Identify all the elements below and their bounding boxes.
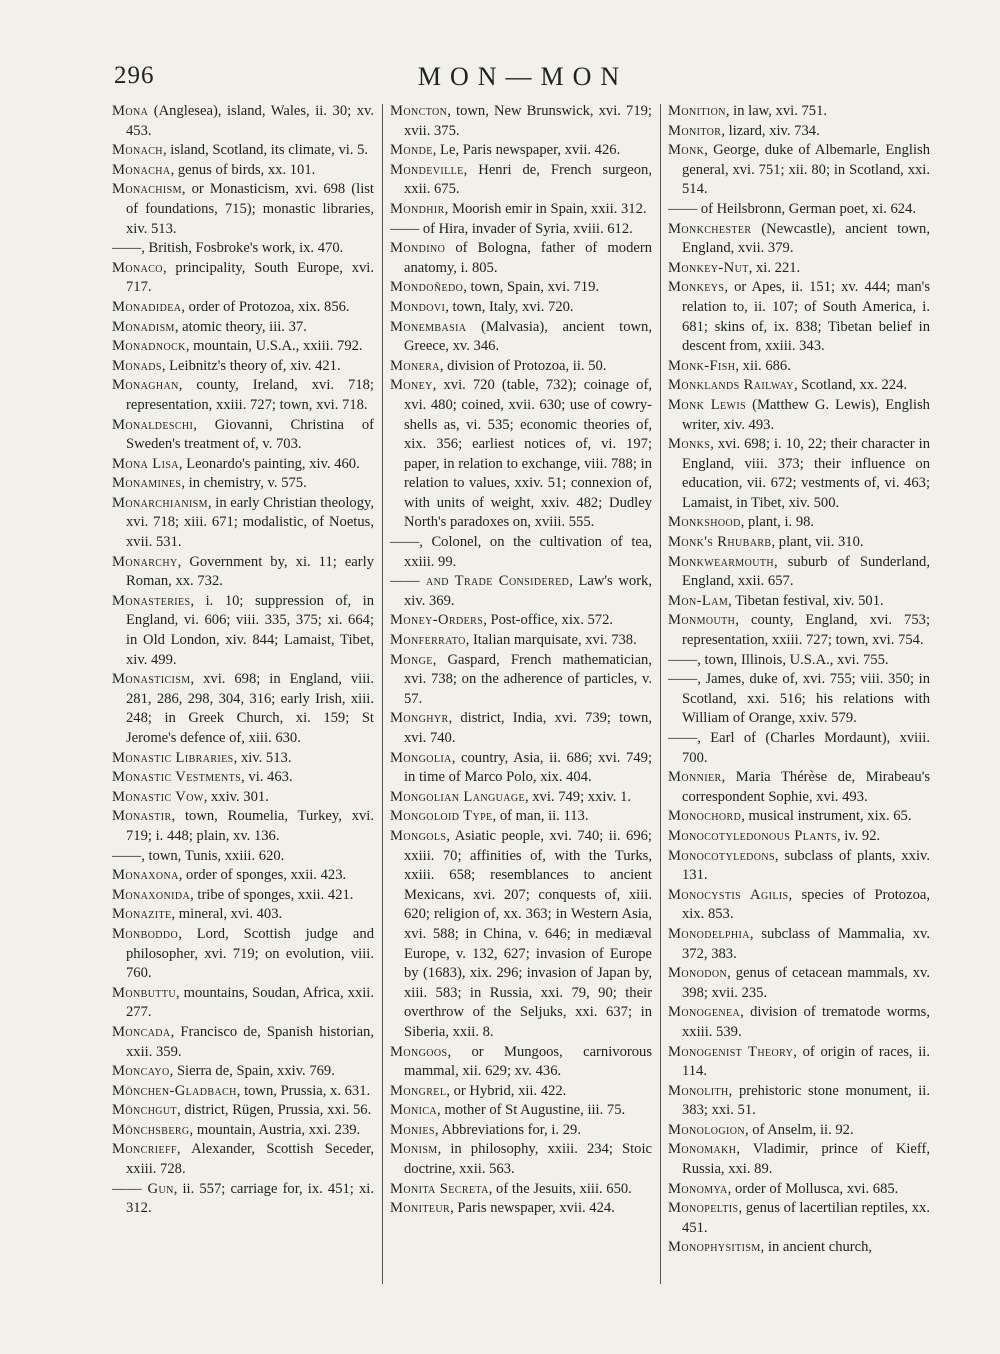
- index-entry: [668, 533, 930, 553]
- index-entry: [668, 141, 930, 200]
- entry-references: , Maria Thérèse de, Mirabeau's correspondent Sophie, xvi. 493.: [682, 769, 930, 805]
- entry-references: , i. 10; suppression of, in England, vi. 606; viii. 335, 375; xi. 664; in Old London, xiv. 844; Lamaist, Tibet, xiv. 499.: [126, 592, 374, 668]
- entry-references: , Leonardo's painting, xiv. 460.: [178, 455, 360, 472]
- entry-references: , or Hybrid, xii. 422.: [446, 1082, 567, 1099]
- index-entry: [390, 1140, 652, 1179]
- entry-references: , ii. 557; carriage for, ix. 451; xi. 312.: [126, 1180, 374, 1217]
- entry-references: , order of sponges, xxii. 423.: [178, 867, 347, 884]
- entry-references: —— of Heilsbronn, German poet, xi. 624.: [668, 200, 917, 217]
- entry-references: , of the Jesuits, xiii. 650.: [488, 1180, 632, 1197]
- entry-references: , order of Mollusca, xvi. 685.: [727, 1180, 899, 1197]
- entry-references: of Bologna, father of modern anatomy, i. 805.: [404, 240, 652, 276]
- entry-headword: Monarchianism: [112, 494, 208, 511]
- entry-references: , xvi. 720 (table, 732); coinage of, xvi. 480; coined, xvii. 630; use of cowry-shells as, vi. 535; economic theories of, xix. 356; earliest notices of, vi. 197; paper, in relation to exchange, viii. 788; in relation to values, xxiv. 51; connexion of, with units of weight, xxiv. 482; Dudley North's paradoxes on, xviii. 555.: [404, 377, 652, 531]
- column-divider: [660, 104, 661, 1284]
- entry-references: , plant, i. 98.: [740, 514, 815, 531]
- index-entry: [668, 1043, 930, 1082]
- entry-references: (Anglesea), island, Wales, ii. 30; xv. 453.: [126, 103, 374, 139]
- entry-headword: Mongoos: [390, 1043, 448, 1060]
- entry-headword: Monge: [390, 651, 433, 668]
- entry-headword: Monodon: [668, 965, 728, 982]
- entry-headword: Monarchy: [112, 553, 178, 570]
- entry-headword: Monkey-Nut: [668, 259, 749, 276]
- entry-headword: Mondeville: [390, 161, 464, 178]
- entry-references: , in law, xvi. 751.: [725, 103, 828, 119]
- entry-references: , musical instrument, xix. 65.: [741, 808, 912, 825]
- entry-references: (Malvasia), ancient town, Greece, xv. 346.: [404, 318, 652, 355]
- index-entry: [112, 494, 374, 553]
- entry-headword: Moncton: [390, 103, 448, 119]
- entry-headword: Money-Orders: [390, 612, 484, 629]
- entry-headword: Monachism: [112, 181, 182, 198]
- entry-references: , of man, ii. 113.: [492, 808, 589, 825]
- index-entry: [668, 1238, 930, 1258]
- entry-headword: Mondino: [390, 240, 446, 257]
- index-entry: [390, 102, 652, 141]
- index-entry: [668, 278, 930, 356]
- index-entry: [112, 1121, 374, 1141]
- index-entry: [112, 1082, 374, 1102]
- index-entry: [668, 964, 930, 1003]
- entry-references: , in philosophy, xxiii. 234; Stoic doctrine, xxii. 563.: [404, 1141, 652, 1178]
- entry-headword: Monghyr: [390, 710, 449, 727]
- entry-references: , country, Asia, ii. 686; xvi. 749; in time of Marco Polo, xix. 404.: [404, 749, 652, 786]
- index-entry: [668, 592, 930, 612]
- entry-headword: Mönchen-Gladbach: [112, 1082, 237, 1099]
- index-column-3: [668, 102, 930, 1292]
- index-entry: [112, 474, 374, 494]
- index-entry: [390, 631, 652, 651]
- entry-headword: Monera: [390, 357, 440, 374]
- running-head: MON—MON: [417, 62, 629, 91]
- entry-references: , town, Prussia, x. 631.: [236, 1082, 371, 1099]
- index-entry: [668, 435, 930, 513]
- entry-headword: Monies: [390, 1121, 435, 1138]
- column-divider: [382, 104, 383, 1284]
- index-entry: [668, 1180, 930, 1200]
- entry-references: , Alexander, Scottish Seceder, xxiii. 728.: [126, 1141, 374, 1178]
- index-entry: [390, 788, 652, 808]
- entry-references: , genus of lacertilian reptiles, xx. 451.: [682, 1200, 930, 1236]
- entry-headword: Monazite: [112, 906, 172, 923]
- entry-headword: Monogenist Theory: [668, 1043, 794, 1060]
- index-entry: [112, 318, 374, 338]
- entry-headword: Monk Lewis: [668, 396, 747, 413]
- entry-references: , genus of birds, xx. 101.: [170, 161, 316, 178]
- index-entry: [668, 670, 930, 729]
- entry-headword: Monaldeschi: [112, 416, 194, 433]
- entry-references: , Le, Paris newspaper, xvii. 426.: [432, 142, 621, 159]
- index-entry: [112, 357, 374, 377]
- entry-headword: Monk-Fish: [668, 357, 736, 374]
- entry-headword: Monasteries: [112, 592, 191, 609]
- entry-references: ——, British, Fosbroke's work, ix. 470.: [112, 240, 344, 257]
- index-entry: [668, 122, 930, 142]
- index-entry: [112, 298, 374, 318]
- index-entry: [390, 220, 652, 240]
- entry-headword: Monophysitism: [668, 1239, 761, 1256]
- entry-headword: Mondoñedo: [390, 279, 464, 296]
- index-entry: [668, 259, 930, 279]
- entry-headword: Monochord: [668, 808, 742, 825]
- entry-headword: Monkwearmouth: [668, 553, 774, 570]
- index-entry: [112, 925, 374, 984]
- entry-headword: Monocystis Agilis: [668, 886, 789, 903]
- entry-references: , town, Spain, xvi. 719.: [463, 279, 600, 296]
- index-entry: [390, 1082, 652, 1102]
- entry-references: , mountain, U.S.A., xxiii. 792.: [185, 338, 363, 355]
- index-entry: [390, 827, 652, 1043]
- entry-headword: Monaghan: [112, 377, 179, 394]
- entry-headword: Monita Secreta: [390, 1180, 489, 1197]
- index-entry: [668, 611, 930, 650]
- index-entry: [112, 102, 374, 141]
- entry-headword: Mona: [112, 103, 149, 119]
- index-entry: [390, 278, 652, 298]
- index-entry: [668, 925, 930, 964]
- entry-references: , in early Christian theology, xvi. 718; xiii. 671; modalistic, of Noetus, xvii. 531.: [126, 494, 374, 551]
- entry-headword: Monologion: [668, 1121, 745, 1138]
- entry-references: , George, duke of Albemarle, English general, xvi. 751; xii. 80; in Scotland, xxi. 514.: [682, 142, 930, 198]
- index-entry: [390, 298, 652, 318]
- entry-references: , Italian marquisate, xvi. 738.: [465, 632, 637, 649]
- index-entry: [668, 220, 930, 259]
- entry-references: , Asiatic people, xvi. 740; ii. 696; xxiii. 70; affinities of, with the Turks, xxiii. 658; resemblances to ancient Mexicans, xvi. 207; conquests of, xiii. 620; religion of, xx. 363; in Western Asia, xvi. 588; in China, v. 646; in mediæval Europe, v. 132, 627; invasion of Europe by (1683), xix. 296; invasion of Japan by, xiii. 583; in Russia, xxi. 79, 90; their overthrow of the Seljuks, xxi. 637; in Siberia, xxii. 8.: [404, 827, 652, 1040]
- index-entry: [668, 768, 930, 807]
- index-entry: [668, 807, 930, 827]
- entry-headword: Monacha: [112, 161, 171, 178]
- index-entry: [112, 161, 374, 181]
- entry-references: , mother of St Augustine, iii. 75.: [437, 1102, 626, 1119]
- index-entry: [112, 768, 374, 788]
- index-entry: [112, 749, 374, 769]
- index-entry: [112, 1023, 374, 1062]
- entry-references: , order of Protozoa, xix. 856.: [181, 298, 350, 315]
- entry-headword: Monolith: [668, 1082, 729, 1099]
- entry-headword: Mona Lisa: [112, 455, 179, 472]
- entry-headword: Mongoloid Type: [390, 808, 493, 825]
- entry-references: , atomic theory, iii. 37.: [174, 318, 307, 335]
- index-entry: [112, 788, 374, 808]
- entry-references: , mineral, xvi. 403.: [171, 906, 283, 923]
- index-entry: [668, 376, 930, 396]
- entry-references: , species of Protozoa, xix. 853.: [682, 886, 930, 923]
- entry-headword: Mondovi: [390, 298, 446, 315]
- index-column-1: [112, 102, 374, 1292]
- entry-references: , mountain, Austria, xxi. 239.: [189, 1121, 361, 1138]
- entry-headword: Monboddo: [112, 925, 179, 942]
- entry-headword: Mongrel: [390, 1082, 447, 1099]
- index-entry: [668, 396, 930, 435]
- entry-references: , town, Roumelia, Turkey, xvi. 719; i. 448; plain, xv. 136.: [126, 808, 374, 844]
- index-entry: [112, 1101, 374, 1121]
- entry-headword: Monach: [112, 142, 163, 159]
- index-entry: [390, 1043, 652, 1082]
- entry-headword: Monkshood: [668, 514, 741, 531]
- index-entry: [390, 141, 652, 161]
- entry-headword: Monomya: [668, 1180, 728, 1197]
- entry-headword: Monde: [390, 142, 433, 159]
- entry-references: , county, England, xvi. 753; representation, xxiii. 727; town, xvi. 754.: [682, 612, 930, 649]
- entry-headword: Monition: [668, 103, 726, 119]
- entry-headword: Monadism: [112, 318, 175, 335]
- index-entry: [112, 886, 374, 906]
- index-entry: [112, 807, 374, 846]
- entry-references: , subclass of plants, xxiv. 131.: [682, 847, 930, 884]
- index-entry: [390, 611, 652, 631]
- entry-references: , iv. 92.: [836, 827, 881, 844]
- index-entry: [390, 1121, 652, 1141]
- entry-headword: Mon-Lam: [668, 592, 729, 609]
- entry-headword: Monomakh: [668, 1141, 737, 1158]
- entry-references: , Leibnitz's theory of, xiv. 421.: [161, 357, 341, 374]
- entry-references: , mountains, Soudan, Africa, xxii. 277.: [126, 984, 374, 1021]
- entry-headword: Monastic Libraries: [112, 749, 234, 766]
- entry-references: , xxiv. 301.: [203, 788, 269, 805]
- index-entry: [668, 200, 930, 220]
- entry-references: , Vladimir, prince of Kieff, Russia, xxi. 89.: [682, 1141, 930, 1178]
- index-entry: [390, 357, 652, 377]
- entry-headword: Monnier: [668, 769, 722, 786]
- entry-headword: Monmouth: [668, 612, 736, 629]
- entry-headword: Monodelphia: [668, 925, 750, 942]
- entry-headword: Monklands Railway: [668, 377, 794, 394]
- entry-headword: Money: [390, 377, 433, 394]
- entry-headword: Monkeys: [668, 279, 725, 296]
- entry-references: , island, Scotland, its climate, vi. 5.: [162, 142, 369, 159]
- entry-references: , in chemistry, v. 575.: [181, 475, 307, 492]
- entry-references: , Paris newspaper, xvii. 424.: [450, 1200, 615, 1217]
- index-entry: [668, 1082, 930, 1121]
- entry-references: , Scotland, xx. 224.: [793, 377, 908, 394]
- index-entry: [668, 847, 930, 886]
- index-entry: [668, 513, 930, 533]
- entry-headword: Monocotyledons: [668, 847, 775, 864]
- entry-headword: Monads: [112, 357, 162, 374]
- entry-references: , prehistoric stone monument, ii. 383; xxi. 51.: [682, 1082, 930, 1119]
- entry-references: , district, India, xvi. 739; town, xvi. 740.: [404, 710, 652, 746]
- entry-references: ——, town, Tunis, xxiii. 620.: [112, 847, 285, 864]
- entry-headword: Mönchsberg: [112, 1121, 190, 1138]
- entry-references: , or Monasticism, xvi. 698 (list of foundations, 715); monastic libraries, xiv. 513.: [126, 181, 374, 237]
- index-entry: [668, 357, 930, 377]
- entry-headword: Monamines: [112, 475, 182, 492]
- index-entry: [668, 1121, 930, 1141]
- index-entry: [112, 455, 374, 475]
- index-entry: [390, 1101, 652, 1121]
- index-entry: [112, 180, 374, 239]
- index-entry: [112, 847, 374, 867]
- entry-headword: Monica: [390, 1102, 438, 1119]
- entry-references: , vi. 463.: [241, 769, 293, 786]
- entry-references: , town, New Brunswick, xvi. 719; xvii. 375.: [404, 103, 652, 139]
- entry-references: , genus of cetacean mammals, xv. 398; xvii. 235.: [682, 965, 930, 1001]
- index-entry: [390, 651, 652, 710]
- index-entry: [112, 592, 374, 670]
- index-entry: [390, 709, 652, 748]
- entry-references: , town, Italy, xvi. 720.: [445, 298, 574, 315]
- entry-references: ——, James, duke of, xvi. 755; viii. 350; in Scotland, xxi. 516; his relations with William of Orange, xxiv. 579.: [668, 671, 930, 727]
- page-header: [108, 62, 938, 98]
- entry-references: , Tibetan festival, xiv. 501.: [728, 592, 884, 609]
- index-entry: [112, 1062, 374, 1082]
- entry-references: , Sierra de, Spain, xxiv. 769.: [169, 1063, 335, 1080]
- index-entry: [112, 1140, 374, 1179]
- index-entry: [112, 259, 374, 298]
- entry-headword: Mönchgut: [112, 1102, 178, 1119]
- entry-references: —— of Hira, invader of Syria, xviii. 612.: [390, 220, 633, 237]
- entry-headword: Monferrato: [390, 632, 466, 649]
- entry-references: , Lord, Scottish judge and philosopher, xvi. 719; on evolution, viii. 760.: [126, 925, 374, 982]
- entry-references: , lizard, xiv. 734.: [721, 122, 820, 139]
- entry-headword: —— and Trade Considered: [390, 573, 570, 590]
- entry-headword: Monaxona: [112, 867, 179, 884]
- entry-headword: Monadidea: [112, 298, 182, 315]
- entry-headword: Mongolian Language: [390, 788, 525, 805]
- entry-references: , or Apes, ii. 151; xv. 444; man's relation to, ii. 107; of South America, i. 681; skins of, ix. 838; Tibetan belief in descent from, xxiii. 343.: [682, 279, 930, 355]
- index-entry: [668, 1199, 930, 1238]
- index-entry: [112, 553, 374, 592]
- entry-references: , or Mungoos, carnivorous mammal, xii. 629; xv. 436.: [404, 1043, 652, 1080]
- index-entry: [112, 1180, 374, 1219]
- entry-headword: Moncrieff: [112, 1141, 177, 1158]
- entry-references: , xvi. 698; in England, viii. 281, 286, 298, 304, 316; early Irish, xiii. 248; in Greek Church, xi. 159; St Jerome's defence of, xiii. 630.: [126, 671, 374, 746]
- entry-headword: Monastic Vestments: [112, 769, 242, 786]
- entry-headword: Monadnock: [112, 338, 186, 355]
- index-entry: [668, 553, 930, 592]
- index-entry: [668, 102, 930, 122]
- index-entry: [112, 337, 374, 357]
- entry-references: , of origin of races, ii. 114.: [682, 1043, 930, 1080]
- entry-references: (Newcastle), ancient town, England, xvii. 379.: [682, 220, 930, 257]
- entry-headword: Monk: [668, 142, 705, 159]
- entry-references: ——, Earl of (Charles Mordaunt), xviii. 700.: [668, 730, 930, 766]
- entry-references: , Giovanni, Christina of Sweden's treatment of, v. 703.: [126, 416, 374, 453]
- index-entry: [112, 239, 374, 259]
- entry-references: , Post-office, xix. 572.: [483, 612, 614, 629]
- entry-references: , subclass of Mammalia, xv. 372, 383.: [682, 925, 930, 962]
- entry-references: ——, town, Illinois, U.S.A., xvi. 755.: [668, 651, 889, 668]
- index-entry: [668, 1003, 930, 1042]
- index-entry: [112, 141, 374, 161]
- index-entry: [390, 572, 652, 611]
- entry-references: , Abbreviations for, i. 29.: [434, 1121, 581, 1138]
- entry-headword: Monasticism: [112, 671, 191, 688]
- index-entry: [390, 376, 652, 533]
- index-entry: [112, 416, 374, 455]
- entry-headword: Mongols: [390, 827, 447, 844]
- entry-references: , district, Rügen, Prussia, xxi. 56.: [177, 1102, 372, 1119]
- entry-references: , Gaspard, French mathematician, xvi. 738; on the adherence of particles, v. 57.: [404, 651, 652, 707]
- entry-headword: Monbuttu: [112, 984, 176, 1001]
- entry-references: , plant, vii. 310.: [771, 534, 864, 551]
- entry-references: , tribe of sponges, xxii. 421.: [190, 886, 354, 903]
- index-entry: [390, 533, 652, 572]
- entry-headword: Monk's Rhubarb: [668, 534, 772, 551]
- entry-references: , county, Ireland, xvi. 718; representation, xxiii. 727; town, xvi. 718.: [126, 377, 374, 413]
- entry-headword: Moncada: [112, 1023, 171, 1040]
- entry-references: , division of Protozoa, ii. 50.: [439, 357, 607, 374]
- index-entry: [390, 200, 652, 220]
- index-entry: [390, 749, 652, 788]
- page-number: 296: [114, 62, 155, 89]
- entry-references: , Henri de, French surgeon, xxii. 675.: [404, 161, 652, 198]
- entry-references: , xiv. 513.: [233, 749, 292, 766]
- index-entry: [390, 1199, 652, 1219]
- index-column-2: [390, 102, 652, 1292]
- entry-headword: Monks: [668, 436, 711, 453]
- index-entry: [112, 905, 374, 925]
- entry-references: , xii. 686.: [735, 357, 791, 374]
- entry-headword: Monocotyledonous Plants: [668, 827, 837, 844]
- entry-headword: Monopeltis: [668, 1200, 739, 1217]
- entry-references: , Moorish emir in Spain, xxii. 312.: [444, 200, 647, 217]
- entry-headword: Monkchester: [668, 220, 752, 237]
- index-entry: [112, 984, 374, 1023]
- entry-headword: Monitor: [668, 122, 722, 139]
- index-entry: [390, 1180, 652, 1200]
- entry-references: , xvi. 749; xxiv. 1.: [524, 788, 632, 805]
- entry-references: ——, Colonel, on the cultivation of tea, xxiii. 99.: [390, 534, 652, 570]
- entry-references: , xvi. 698; i. 10, 22; their character in England, viii. 373; their influence on education, vii. 672; vestments of, vi. 463; Lamaist, in Tibet, xiv. 500.: [682, 436, 930, 511]
- index-entry: [668, 827, 930, 847]
- entry-headword: Monembasia: [390, 318, 467, 335]
- index-entry: [390, 239, 652, 278]
- entry-headword: Moniteur: [390, 1200, 451, 1217]
- entry-headword: Monogenea: [668, 1004, 741, 1021]
- entry-headword: —— Gun: [112, 1180, 174, 1197]
- entry-headword: Monastir: [112, 808, 172, 825]
- entry-references: , suburb of Sunderland, England, xxii. 657.: [682, 553, 930, 590]
- entry-headword: Mondhir: [390, 200, 445, 217]
- index-entry: [390, 807, 652, 827]
- index-entry: [112, 376, 374, 415]
- entry-references: , division of trematode worms, xxiii. 539.: [682, 1004, 930, 1040]
- index-entry: [668, 886, 930, 925]
- entry-headword: Monastic Vow: [112, 788, 204, 805]
- index-entry: [668, 651, 930, 671]
- index-entry: [668, 729, 930, 768]
- entry-headword: Mongolia: [390, 749, 452, 766]
- entry-references: , Francisco de, Spanish historian, xxii. 359.: [126, 1023, 374, 1060]
- entry-headword: Monism: [390, 1141, 438, 1158]
- index-entry: [390, 161, 652, 200]
- entry-references: , of Anselm, ii. 92.: [744, 1121, 854, 1138]
- entry-references: , xi. 221.: [748, 259, 801, 276]
- index-entry: [112, 670, 374, 748]
- entry-headword: Moncayo: [112, 1063, 170, 1080]
- entry-references: , in ancient church,: [760, 1239, 873, 1256]
- entry-references: (Matthew G. Lewis), English writer, xiv. 493.: [682, 396, 930, 433]
- index-entry: [390, 318, 652, 357]
- entry-references: , Law's work, xiv. 369.: [404, 573, 652, 609]
- entry-references: , Government by, xi. 11; early Roman, xx. 732.: [126, 553, 374, 590]
- index-entry: [112, 866, 374, 886]
- entry-headword: Monaxonida: [112, 886, 191, 903]
- entry-headword: Monaco: [112, 259, 163, 276]
- entry-references: , principality, South Europe, xvi. 717.: [126, 259, 374, 296]
- index-entry: [668, 1140, 930, 1179]
